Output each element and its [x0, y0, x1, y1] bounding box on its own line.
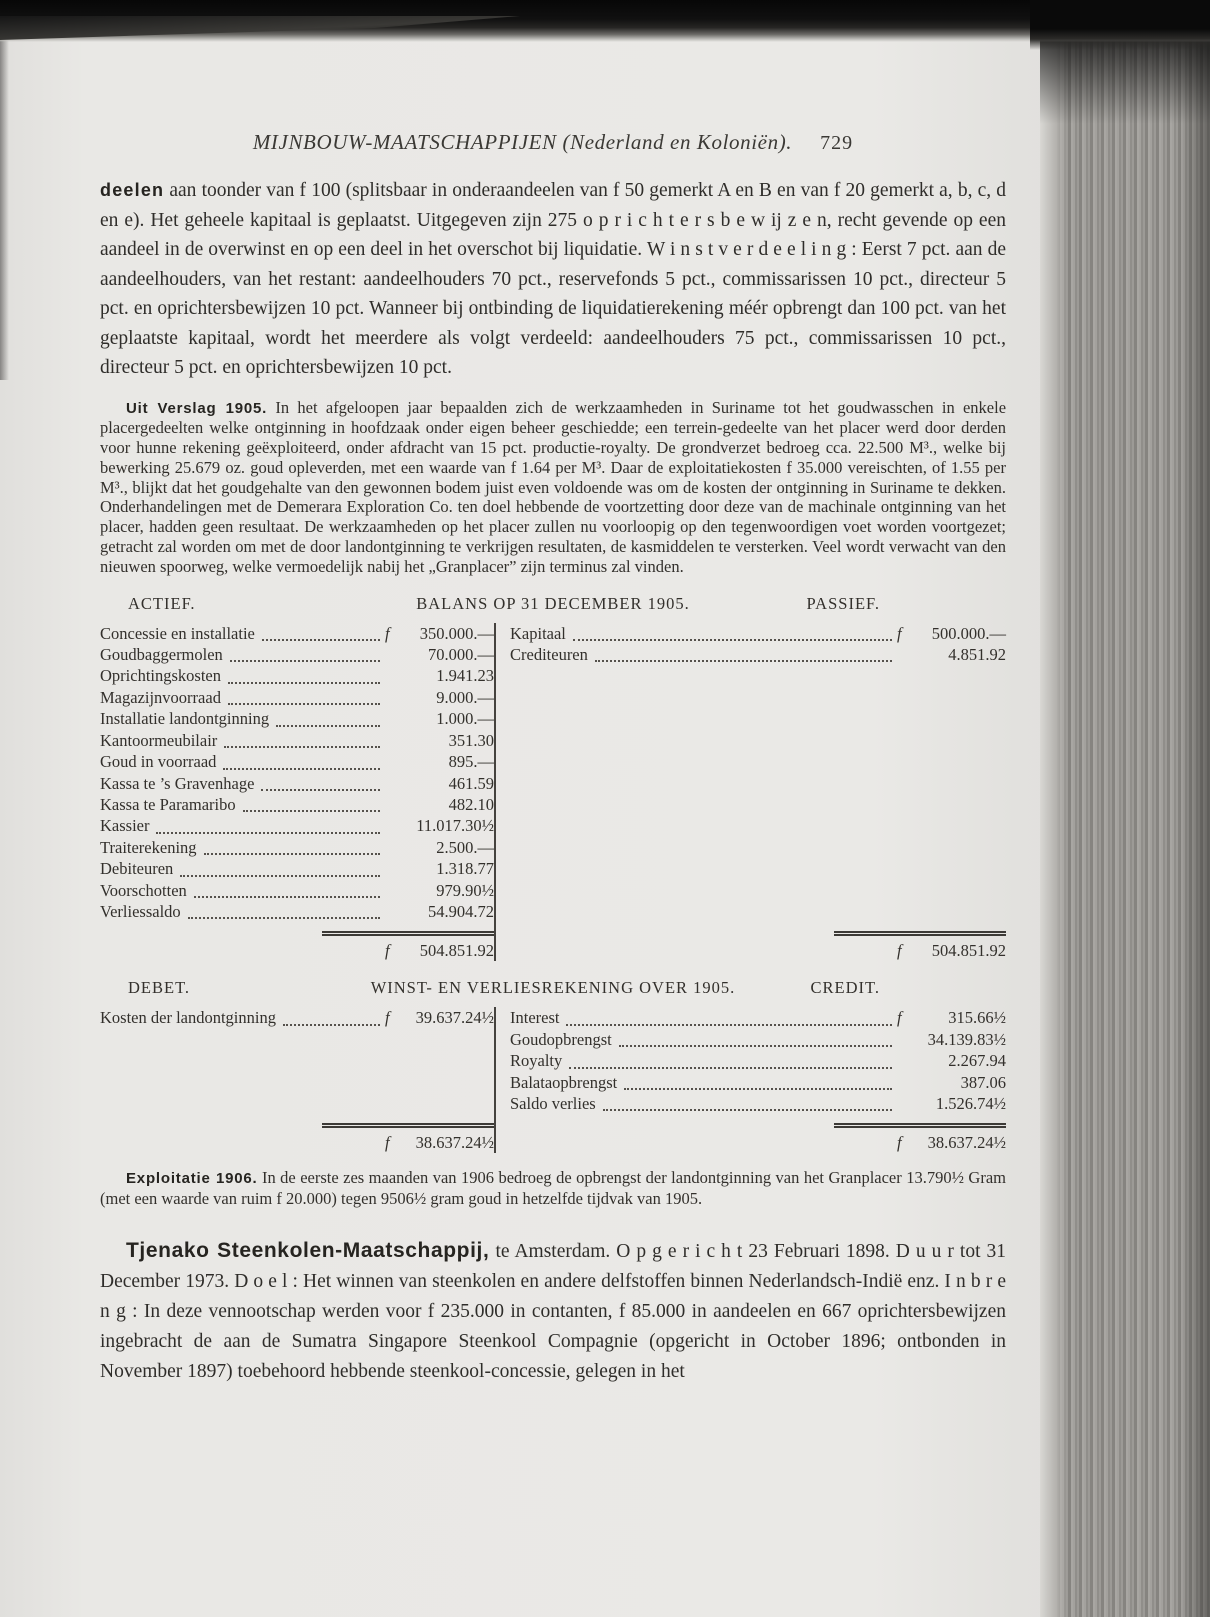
passief-header: PASSIEF.	[806, 593, 880, 613]
page-number: 729	[820, 132, 854, 154]
profit-loss-statement	[100, 978, 1006, 1153]
currency-sign: f	[385, 941, 390, 961]
currency-sign: f	[385, 1133, 390, 1153]
tjenako-paragraph	[100, 1236, 1006, 1387]
currency-sign: f	[897, 1133, 902, 1153]
ledger-row	[100, 837, 494, 858]
currency-sign: f	[897, 941, 902, 961]
currency-sign: f	[897, 623, 902, 643]
dotted-leader	[223, 768, 380, 770]
dotted-leader	[228, 703, 380, 705]
currency-sign: f	[385, 1008, 390, 1028]
intro-text: aan toonder van f 100 (splitsbaar in onderaandeelen van f 50 gemerkt A en B en van f 20 gemerkt a, b, c, d en e). Het geheele kapitaal is geplaatst. Uitgegeven zijn 275 o p r i c h t e r s b e w ij z e n, recht gevende op een aandeel in de overwinst en op een deel in het overschot bij liquidatie. W i n s t v e r d e e l i n g : Eerst 7 pct. aan de aandeelhouders, van het restant: aandeelhouders 70 pct., reservefonds 5 pct., commissarissen 10 pct., directeur 5 pct. en oprichtersbewijzen 10 pct. Wanneer bij ontbinding de liquidatierekening méér opbrengt dan 100 pct. van het geplaatste kapitaal, wordt het meerdere als volgt verdeeld: aandeelhouders 75 pct., commissarissen 10 pct., directeur 5 pct. en oprichtersbewijzen 10 pct.	[100, 180, 1006, 378]
total-rule	[834, 1123, 1006, 1128]
verslag-text: In het afgeloopen jaar bepaalden zich de werkzaamheden in Suriname tot het goudwasschen in enkele placergedeelten welke ontginning in hoofdzaak onder eigen beheer geschiedde; een terrein-gedeelte van het placer werd door derden voor hunne rekening geëxploiteerd, onder afdracht van 15 pct. productie-royalty. De grondverzet bedroeg cca. 22.500 M³., welke bij bewerking 25.679 oz. goud opleverden, met een waarde van f 1.64 per M³. Daar de exploitatiekosten f 35.000 vereischten, of 1.55 per M³., blijkt dat het goudgehalte van den gewonnen bodem juist even voldoende was om de kosten der ontginning in Suriname te dekken. Onderhandelingen met de Demerara Exploration Co. ten doel hebbende de voortzetting door deze van de machinale ontginning van het placer, hadden geen resultaat. De werkzaamheden op het placer zullen nu voorloopig op den tegenwoordigen voet worden voortgezet; getracht zal worden om met de door landontginning te verkrijgen resultaten, de kasmiddelen te versterken. Veel wordt verwacht van den nieuwen spoorweg, welke vermoedelijk nabij het „Granplacer” zijn terminus zal vinden.	[100, 397, 1007, 576]
ledger-row	[100, 687, 494, 708]
dotted-leader	[261, 789, 380, 791]
ledger-row	[510, 1007, 1006, 1028]
dotted-leader	[276, 725, 380, 727]
ledger-row-amount: 34.139.83½	[927, 1029, 1006, 1049]
ledger-row	[100, 751, 494, 772]
ledger-row-amount: 11.017.30½	[416, 816, 494, 836]
book-top-edge	[0, 0, 1210, 42]
running-header-title: MIJNBOUW-MAATSCHAPPIJEN (Nederland en Koloniën).	[252, 130, 793, 154]
exploitatie-paragraph	[100, 1168, 1006, 1209]
total-amount: 38.637.24½	[927, 1133, 1006, 1153]
book-corner-shadow	[1030, 0, 1210, 50]
dotted-leader	[243, 810, 380, 812]
page-content	[100, 0, 1006, 1406]
ledger-row	[510, 1093, 1006, 1114]
ledger-row	[100, 815, 494, 836]
ledger-row-label: Concessie en installatie	[100, 623, 255, 643]
running-header	[100, 130, 1006, 155]
ledger-row-amount: 461.59	[448, 773, 494, 793]
passief-column	[494, 623, 1006, 962]
credit-header: CREDIT.	[810, 978, 880, 998]
ledger-row	[100, 901, 494, 922]
dotted-leader	[156, 832, 380, 834]
ledger-row-amount: 1.318.77	[436, 859, 494, 879]
currency-sign: f	[897, 1008, 902, 1028]
ledger-row	[510, 644, 1006, 665]
ledger-row	[100, 644, 494, 665]
ledger-row	[510, 1072, 1006, 1093]
debet-total	[100, 1114, 494, 1153]
dotted-leader	[262, 639, 380, 641]
dotted-leader	[194, 896, 380, 898]
profit-loss-body	[100, 1007, 1006, 1153]
dotted-leader	[595, 660, 892, 662]
ledger-row-amount: 2.500.—	[436, 837, 494, 857]
ledger-row-label: Goud in voorraad	[100, 752, 217, 772]
total-amount: 504.851.92	[419, 941, 494, 961]
dotted-leader	[224, 746, 380, 748]
ledger-row-label: Saldo verlies	[510, 1093, 596, 1113]
total-row	[100, 1132, 494, 1153]
ledger-row-amount: 387.06	[960, 1072, 1006, 1092]
credit-column	[494, 1007, 1006, 1153]
balance-sheet-title: BALANS OP 31 DECEMBER 1905.	[416, 593, 690, 613]
actief-total	[100, 922, 494, 961]
ledger-row-amount: 979.90½	[436, 880, 494, 900]
ledger-row	[100, 858, 494, 879]
dotted-leader	[619, 1045, 892, 1047]
exploitatie-text: In de eerste zes maanden van 1906 bedroeg de opbrengst der landontginning van het Granplacer 13.790½ Gram (met een waarde van ruim f 20.000) tegen 9506½ gram goud in hetzelfde tijdvak van 1905.	[100, 1168, 1006, 1209]
ledger-row-amount: 350.000.—	[419, 623, 494, 643]
ledger-row-label: Debiteuren	[100, 859, 174, 879]
total-amount: 38.637.24½	[415, 1133, 494, 1153]
total-row	[510, 1132, 1006, 1153]
credit-total	[510, 1114, 1006, 1153]
ledger-row-amount: 351.30	[448, 730, 494, 750]
dotted-leader	[188, 917, 380, 919]
ledger-row	[100, 773, 494, 794]
dotted-leader	[569, 1067, 892, 1069]
intro-paragraph	[100, 176, 1006, 383]
debet-column	[100, 1007, 494, 1153]
tjenako-text: te Amsterdam. O p g e r i c h t 23 Februari 1898. D u u r tot 31 December 1973. D o e l : Het winnen van steenkolen en andere delfstoffen binnen Nederlandsch-Indië enz. I n b r e n g : In deze vennootschap werden voor f 235.000 in contanten, f 85.000 in aandeelen en 667 oprichtersbewijzen ingebracht de aan de Sumatra Singapore Steenkool Compagnie (opgericht in October 1896; ontbonden in November 1897) toebehoord hebbende steenkool-concessie, gelegen in het	[100, 1240, 1006, 1382]
ledger-row-amount: 895.—	[448, 752, 494, 772]
dotted-leader	[624, 1088, 892, 1090]
ledger-row-amount: 39.637.24½	[415, 1008, 494, 1028]
total-amount: 504.851.92	[931, 941, 1006, 961]
ledger-row-label: Traiterekening	[100, 837, 197, 857]
balance-sheet-body	[100, 623, 1006, 962]
ledger-row-label: Interest	[510, 1008, 560, 1028]
ledger-row-amount: 2.267.94	[948, 1051, 1006, 1071]
dotted-leader	[204, 853, 380, 855]
dotted-leader	[228, 682, 380, 684]
actief-header: ACTIEF.	[128, 593, 196, 613]
ledger-row-amount: 4.851.92	[948, 645, 1006, 665]
dotted-leader	[566, 1024, 892, 1026]
ledger-row	[100, 665, 494, 686]
dotted-leader	[573, 639, 892, 641]
ledger-row-label: Oprichtingskosten	[100, 666, 221, 686]
balance-sheet-header	[100, 594, 1006, 616]
ledger-row	[100, 730, 494, 751]
total-rule	[322, 931, 494, 936]
actief-column	[100, 623, 494, 962]
balance-sheet	[100, 594, 1006, 962]
ledger-row	[100, 794, 494, 815]
ledger-row-label: Magazijnvoorraad	[100, 687, 221, 707]
ledger-row	[100, 1007, 494, 1028]
verslag-paragraph	[100, 398, 1006, 577]
dotted-leader	[603, 1109, 892, 1111]
ledger-row-label: Balataopbrengst	[510, 1072, 618, 1092]
ledger-row-amount: 1.526.74½	[935, 1093, 1006, 1113]
ledger-row	[510, 1029, 1006, 1050]
ledger-row-label: Verliessaldo	[100, 901, 181, 921]
ledger-row-amount: 1.000.—	[436, 709, 494, 729]
ledger-row	[100, 623, 494, 644]
ledger-row-label: Kosten der landontginning	[100, 1008, 276, 1028]
dotted-leader	[180, 875, 380, 877]
intro-lead: deelen	[100, 180, 165, 200]
ledger-row-amount: 9.000.—	[436, 687, 494, 707]
verslag-lead: Uit Verslag 1905.	[126, 399, 268, 417]
ledger-row-label: Goudbaggermolen	[100, 645, 223, 665]
ledger-row-amount: 70.000.—	[428, 645, 494, 665]
profit-loss-header	[100, 978, 1006, 1000]
page-left-edge-shadow	[0, 40, 9, 380]
dotted-leader	[283, 1024, 380, 1026]
ledger-row-label: Kapitaal	[510, 623, 566, 643]
ledger-row-label: Royalty	[510, 1051, 563, 1071]
ledger-row-label: Kassier	[100, 816, 150, 836]
ledger-row-label: Kantoormeubilair	[100, 730, 218, 750]
passief-total	[510, 922, 1006, 961]
ledger-row-label: Voorschotten	[100, 880, 187, 900]
debet-header: DEBET.	[128, 978, 191, 998]
profit-loss-title: WINST- EN VERLIESREKENING OVER 1905.	[370, 978, 736, 998]
dotted-leader	[230, 660, 380, 662]
total-rule	[322, 1123, 494, 1128]
ledger-row-label: Installatie landontginning	[100, 709, 270, 729]
ledger-row-amount: 500.000.—	[931, 623, 1006, 643]
ledger-row-label: Kassa te ’s Gravenhage	[100, 773, 255, 793]
total-row	[100, 940, 494, 961]
ledger-row-label: Kassa te Paramaribo	[100, 794, 236, 814]
ledger-row	[100, 880, 494, 901]
tjenako-lead: Tjenako Steenkolen-Maatschappij,	[126, 1238, 490, 1262]
total-rule	[834, 931, 1006, 936]
exploitatie-lead: Exploitatie 1906.	[126, 1170, 258, 1188]
book-page-edges	[1040, 28, 1210, 1617]
ledger-row-amount: 315.66½	[948, 1008, 1006, 1028]
ledger-row-amount: 482.10	[448, 794, 494, 814]
ledger-row	[510, 1050, 1006, 1071]
ledger-row	[100, 708, 494, 729]
total-row	[510, 940, 1006, 961]
ledger-row-label: Crediteuren	[510, 645, 588, 665]
ledger-row-amount: 54.904.72	[428, 901, 494, 921]
ledger-row-amount: 1.941.23	[436, 666, 494, 686]
ledger-row-label: Goudopbrengst	[510, 1029, 612, 1049]
currency-sign: f	[385, 623, 390, 643]
ledger-row	[510, 623, 1006, 644]
